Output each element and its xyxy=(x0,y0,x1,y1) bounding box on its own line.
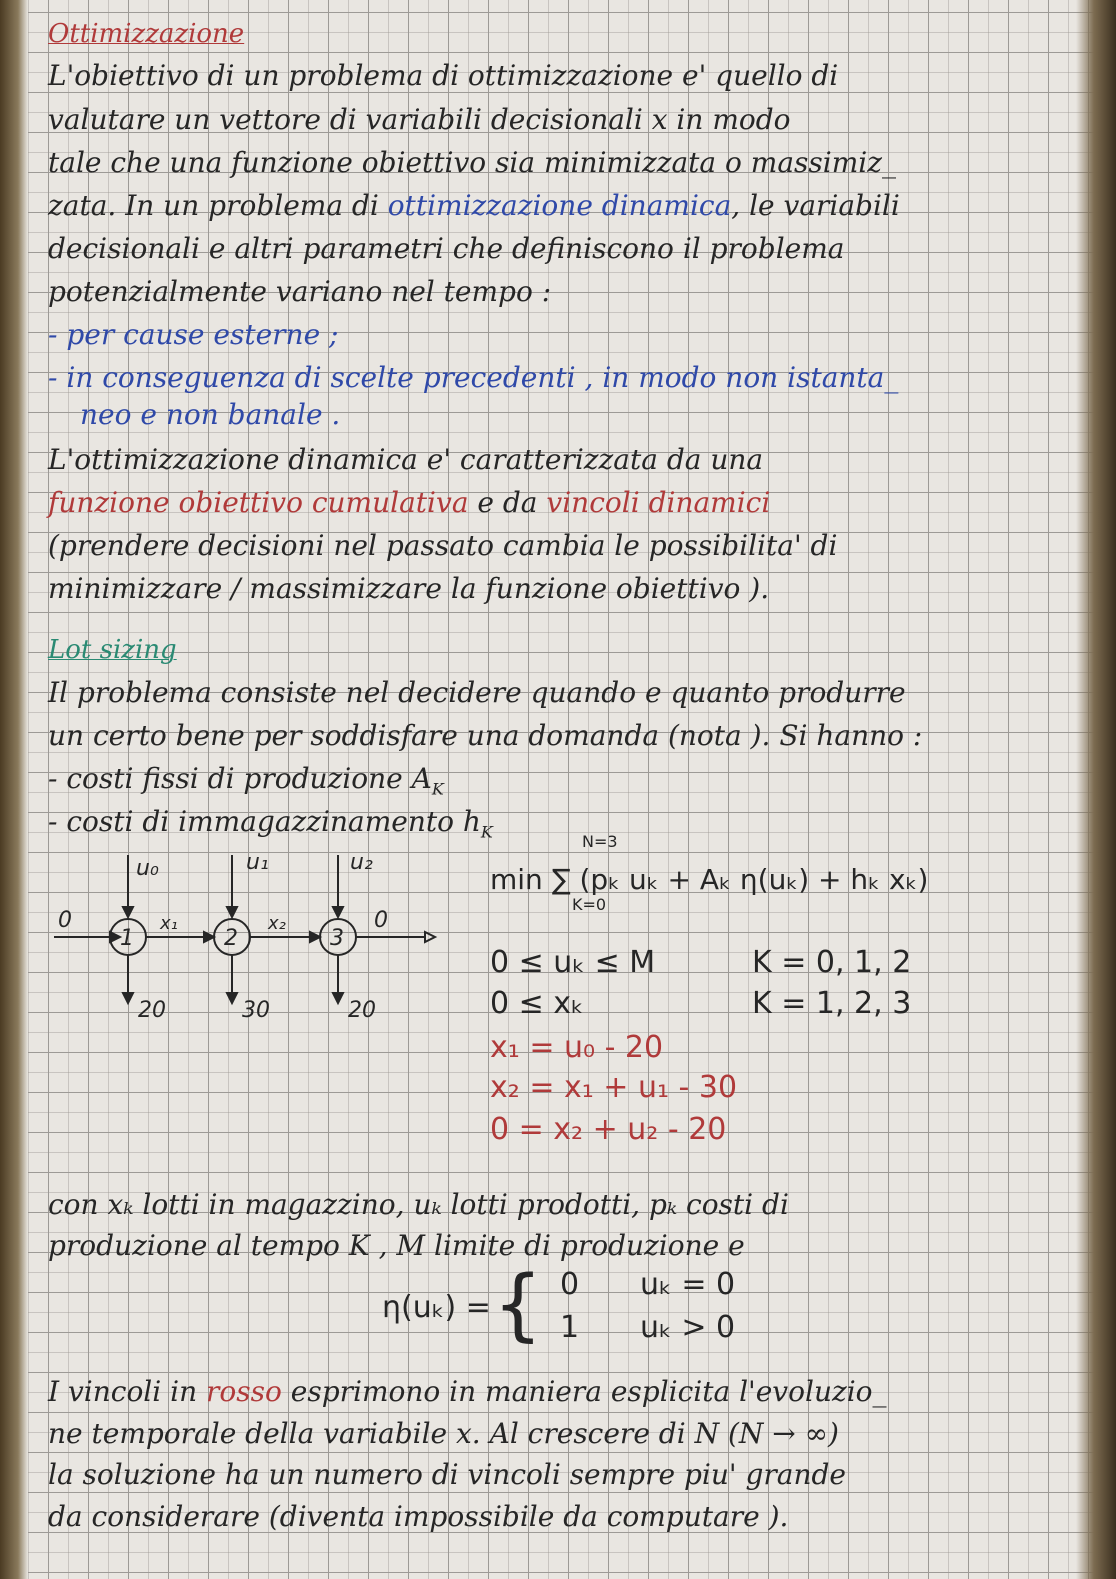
text-line: potenzialmente variano nel tempo : xyxy=(48,275,552,308)
subscript-k: K xyxy=(480,822,493,842)
lot-sizing-network-diagram xyxy=(40,845,480,1035)
arrow-head xyxy=(123,907,133,917)
arrow-head xyxy=(310,932,320,942)
sum-lower-limit: K=0 xyxy=(572,895,607,914)
text-line: Il problema consiste nel decidere quando e quanto produrre xyxy=(48,676,906,709)
arrow-head xyxy=(204,932,214,942)
dynamic-constraint: x₂ = x₁ + u₁ - 30 xyxy=(490,1070,738,1105)
text-line: tale che una funzione obiettivo sia minimizzata o massimiz_ xyxy=(48,146,896,179)
input-label-u1: u₁ xyxy=(246,850,269,875)
text-fragment: e da xyxy=(468,486,547,519)
arrow-head xyxy=(110,932,120,942)
constraint-range: K = 0, 1, 2 xyxy=(752,945,912,980)
highlight-ottimizzazione-dinamica: ottimizzazione dinamica xyxy=(387,189,732,222)
dynamic-constraint: x₁ = u₀ - 20 xyxy=(490,1030,664,1065)
sum-upper-limit: N=3 xyxy=(582,832,618,851)
page-right-edge xyxy=(1076,0,1116,1579)
text-line: valutare un vettore di variabili decisionali x in modo xyxy=(48,103,791,136)
text-line: (prendere decisioni nel passato cambia le possibilita' di xyxy=(48,529,838,562)
text-line: L'obiettivo di un problema di ottimizzazione e' quello di xyxy=(48,59,839,92)
section-title-ottimizzazione: Ottimizzazione xyxy=(48,19,245,49)
text-line: decisionali e altri parametri che definiscono il problema xyxy=(48,232,845,265)
piecewise-brace: { xyxy=(493,1260,543,1350)
arrow-head xyxy=(333,907,343,917)
demand-label-2: 30 xyxy=(242,998,270,1023)
arrow-head xyxy=(227,907,237,917)
eta-definition-lhs: η(uₖ) = xyxy=(382,1290,491,1325)
case-condition: uₖ > 0 xyxy=(640,1310,736,1345)
text-line: minimizzare / massimizzare la funzione obiettivo ). xyxy=(48,572,770,605)
constraint-expr: 0 ≤ xₖ xyxy=(490,986,584,1021)
text-line: la soluzione ha un numero di vincoli sempre piu' grande xyxy=(48,1458,846,1491)
text-fragment: I vincoli in xyxy=(48,1375,207,1408)
text-line xyxy=(48,186,900,226)
text-line: con xₖ lotti in magazzino, uₖ lotti prodotti, pₖ costi di xyxy=(48,1188,789,1221)
flow-label-out: 0 xyxy=(374,908,388,933)
highlight-vincoli-dinamici: vincoli dinamici xyxy=(546,486,771,519)
bullet-item: - per cause esterne ; xyxy=(48,318,339,351)
arrow-head xyxy=(227,993,237,1003)
input-label-u2: u₂ xyxy=(350,850,373,875)
bullet-item-continued: neo e non banale . xyxy=(80,398,341,431)
arrow-head xyxy=(333,993,343,1003)
text-fragment: - costi di immagazzinamento h xyxy=(48,805,481,838)
node-label-3: 3 xyxy=(330,926,344,951)
dynamic-constraint: 0 = x₂ + u₂ - 20 xyxy=(490,1112,727,1147)
highlight-rosso: rosso xyxy=(206,1375,282,1408)
text-line xyxy=(48,483,770,523)
objective-function: min ∑ (pₖ uₖ + Aₖ η(uₖ) + hₖ xₖ) xyxy=(490,863,929,896)
page-left-edge xyxy=(0,0,28,1579)
text-fragment: esprimono in maniera esplicita l'evoluzio_ xyxy=(281,1375,887,1408)
constraint-range: K = 1, 2, 3 xyxy=(752,986,912,1021)
input-label-u0: u₀ xyxy=(136,856,159,881)
text-line xyxy=(48,1372,887,1412)
arrow-head xyxy=(425,932,435,942)
highlight-funzione-obiettivo: funzione obiettivo cumulativa xyxy=(48,486,469,519)
text-fragment: zata. In un problema di xyxy=(48,189,379,222)
flow-label-x2: x₂ xyxy=(268,913,286,934)
arrow-head xyxy=(123,993,133,1003)
flow-label-x1: x₁ xyxy=(160,913,178,934)
flow-label-in: 0 xyxy=(58,908,72,933)
demand-label-1: 20 xyxy=(138,998,166,1023)
case-value: 1 xyxy=(560,1310,580,1345)
section-title-lot-sizing: Lot sizing xyxy=(48,635,177,665)
case-value: 0 xyxy=(560,1267,580,1302)
constraint-expr: 0 ≤ uₖ ≤ M xyxy=(490,945,656,980)
case-condition: uₖ = 0 xyxy=(640,1267,736,1302)
bullet-item: - in conseguenza di scelte precedenti , in modo non istanta_ xyxy=(48,361,899,394)
text-line: L'ottimizzazione dinamica e' caratterizzata da una xyxy=(48,443,764,476)
text-line: un certo bene per soddisfare una domanda (nota ). Si hanno : xyxy=(48,719,923,752)
subscript-k: K xyxy=(431,779,444,799)
demand-label-3: 20 xyxy=(348,998,376,1023)
text-line: ne temporale della variabile x. Al crescere di N (N → ∞) xyxy=(48,1417,839,1450)
text-fragment: , le variabili xyxy=(731,189,900,222)
node-label-1: 1 xyxy=(120,926,134,951)
text-line: produzione al tempo K , M limite di produzione e xyxy=(48,1229,745,1262)
node-label-2: 2 xyxy=(224,926,238,951)
text-fragment: - costi fissi di produzione A xyxy=(48,762,432,795)
text-line: da considerare (diventa impossibile da computare ). xyxy=(48,1500,789,1533)
